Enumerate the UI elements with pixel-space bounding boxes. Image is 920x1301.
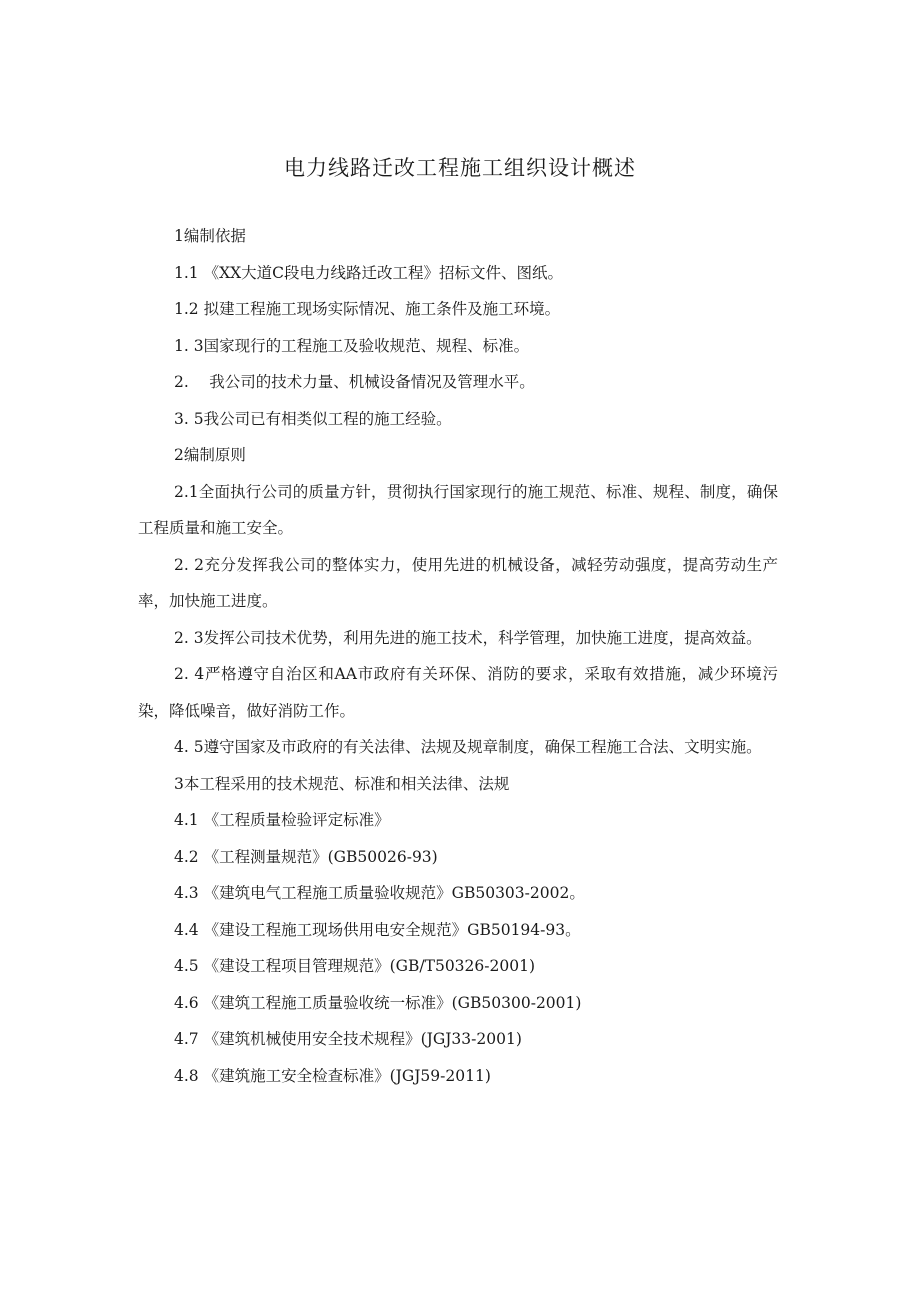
- paragraph: 2.1全面执行公司的质量方针，贯彻执行国家现行的施工规范、标准、规程、制度，确保工程质量和施工安全。: [138, 482, 778, 537]
- paragraph: 1.2 拟建工程施工现场实际情况、施工条件及施工环境。: [174, 300, 561, 318]
- paragraph: 3本工程采用的技术规范、标准和相关法律、法规: [174, 774, 510, 793]
- paragraph: 4. 5遵守国家及市政府的有关法律、法规及规章制度，确保工程施工合法、文明实施。: [174, 738, 762, 756]
- paragraph: 2编制原则: [174, 446, 246, 464]
- paragraph: 4.2 《工程测量规范》(GB50026-93): [174, 847, 438, 866]
- document-body: [138, 218, 778, 1094]
- paragraph: 4.4 《建设工程施工现场供用电安全规范》GB50194-93。: [174, 920, 581, 939]
- paragraph: 3. 5我公司已有相类似工程的施工经验。: [174, 409, 452, 428]
- paragraph: 4.6 《建筑工程施工质量验收统一标准》(GB50300-2001): [174, 993, 582, 1012]
- paragraph: 4.3 《建筑电气工程施工质量验收规范》GB50303-2002。: [174, 884, 585, 902]
- paragraph: 1. 3国家现行的工程施工及验收规范、规程、标准。: [174, 336, 530, 355]
- document-title: 电力线路迁改工程施工组织设计概述: [284, 156, 636, 180]
- paragraph: 4.1 《工程质量检验评定标准》: [174, 811, 390, 829]
- paragraph: 4.8 《建筑施工安全检查标准》(JGJ59-2011): [174, 1066, 491, 1085]
- paragraph: 2. 2充分发挥我公司的整体实力，使用先进的机械设备，减轻劳动强度，提高劳动生产率，加快施工进度。: [138, 555, 778, 610]
- paragraph: 2. 我公司的技术力量、机械设备情况及管理水平。: [174, 373, 535, 391]
- paragraph: 1编制依据: [174, 227, 246, 245]
- paragraph: 4.5 《建设工程项目管理规范》(GB/T50326-2001): [174, 957, 535, 975]
- paragraph: 4.7 《建筑机械使用安全技术规程》(JGJ33-2001): [174, 1030, 522, 1048]
- paragraph: 2. 3发挥公司技术优势，利用先进的施工技术，科学管理，加快施工进度，提高效益。: [174, 628, 762, 647]
- paragraph: 2. 4严格遵守自治区和AA市政府有关环保、消防的要求，采取有效措施，减少环境污染，降低噪音，做好消防工作。: [138, 665, 778, 720]
- paragraph: 1.1 《XX大道C段电力线路迁改工程》招标文件、图纸。: [174, 263, 564, 282]
